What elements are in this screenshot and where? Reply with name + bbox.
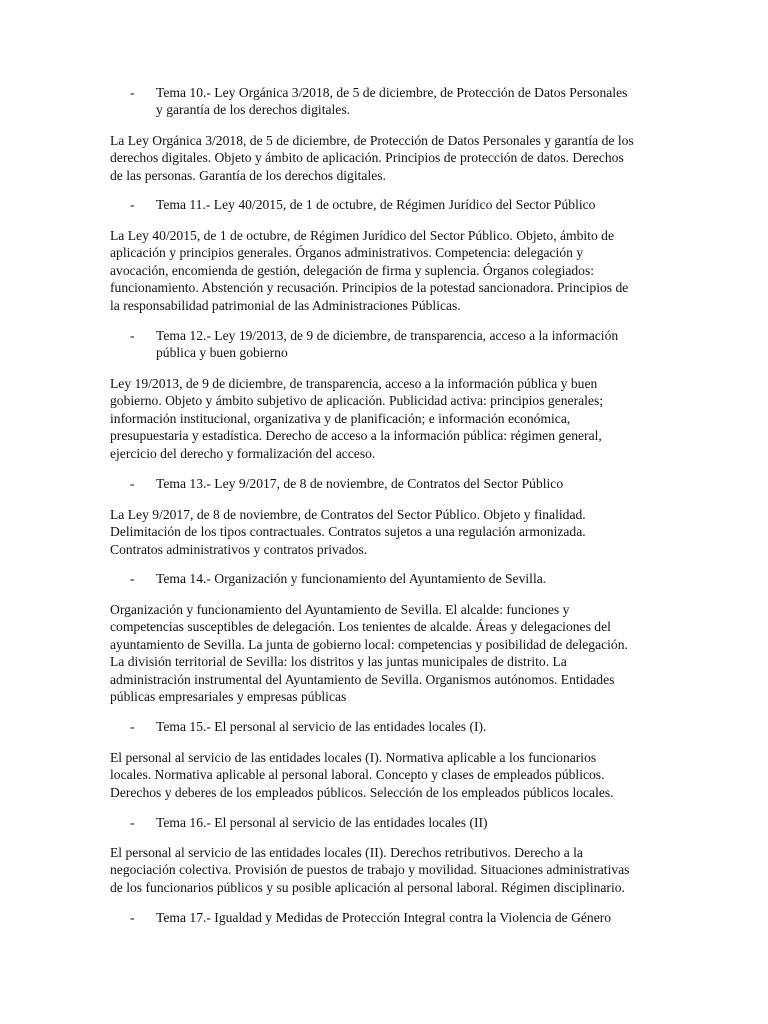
body-line: La Ley 9/2017, de 8 de noviembre, de Contratos del Sector Público. Objeto y finalidad. xyxy=(110,507,586,522)
body-line: La Ley 40/2015, de 1 de octubre, de Régimen Jurídico del Sector Público. Objeto, ámbito de xyxy=(110,228,614,243)
bullet-dash: - xyxy=(130,719,135,734)
body-line: El personal al servicio de las entidades locales (I). Normativa aplicable a los funcionarios xyxy=(110,750,597,765)
topic-body-15 xyxy=(110,749,662,801)
body-line: La división territorial de Sevilla: los distritos y las juntas municipales de distrito. La xyxy=(110,654,567,670)
topic-body-11 xyxy=(110,227,662,314)
body-line: competencias susceptibles de delegación. Los tenientes de alcalde. Áreas y delegaciones del xyxy=(110,619,611,635)
heading-line: Tema 16.- El personal al servicio de las entidades locales (II) xyxy=(156,815,488,830)
topic-title-14 xyxy=(156,570,650,587)
heading-line: pública y buen gobierno xyxy=(156,345,288,361)
body-line: La Ley Orgánica 3/2018, de 5 de diciembre, de Protección de Datos Personales y garantía de los xyxy=(110,133,634,148)
bullet-dash: - xyxy=(130,85,135,100)
bullet-dash: - xyxy=(130,815,135,830)
body-line: Ley 19/2013, de 9 de diciembre, de transparencia, acceso a la información pública y buen xyxy=(110,376,598,391)
topic-title-12 xyxy=(156,327,650,362)
topic-title-16 xyxy=(156,814,650,831)
heading-line: Tema 11.- Ley 40/2015, de 1 de octubre, de Régimen Jurídico del Sector Público xyxy=(156,197,596,212)
topic-heading-11 xyxy=(130,196,650,213)
topic-title-15 xyxy=(156,718,650,735)
topic-heading-14 xyxy=(130,570,650,587)
topic-body-14 xyxy=(110,601,662,705)
body-line: Delimitación de los tipos contractuales. Contratos sujetos a una regulación armonizada. xyxy=(110,524,586,540)
body-line: presupuestaria y estadística. Derecho de acceso a la información pública: régimen general, xyxy=(110,428,602,444)
body-line: Contratos administrativos y contratos privados. xyxy=(110,541,368,557)
body-line: ayuntamiento de Sevilla. La junta de gobierno local: competencias y posibilidad de delegación. xyxy=(110,636,628,652)
body-line: El personal al servicio de las entidades locales (II). Derechos retributivos. Derecho a la xyxy=(110,845,583,860)
bullet-dash: - xyxy=(130,476,135,491)
topic-body-16 xyxy=(110,844,662,896)
topic-heading-17 xyxy=(130,909,650,926)
body-line: negociación colectiva. Provisión de puestos de trabajo y movilidad. Situaciones administrativas xyxy=(110,862,630,878)
bullet-dash: - xyxy=(130,197,135,212)
bullet-dash: - xyxy=(130,571,135,586)
body-line: Derechos y deberes de los empleados públicos. Selección de los empleados públicos locales. xyxy=(110,784,614,800)
body-line: de los funcionarios públicos y su posible aplicación al personal laboral. Régimen disciplinario. xyxy=(110,879,625,895)
topic-heading-13 xyxy=(130,475,650,492)
heading-line: Tema 15.- El personal al servicio de las entidades locales (I). xyxy=(156,719,487,734)
bullet-dash: - xyxy=(130,328,135,343)
body-line: información institucional, organizativa y de planificación; e información económica, xyxy=(110,410,571,426)
topic-title-17 xyxy=(156,909,650,926)
heading-line: y garantía de los derechos digitales. xyxy=(156,102,351,118)
topic-body-12 xyxy=(110,375,662,462)
bullet-dash: - xyxy=(130,910,135,925)
heading-line: Tema 17.- Igualdad y Medidas de Protección Integral contra la Violencia de Género xyxy=(156,910,612,925)
topic-heading-15 xyxy=(130,718,650,735)
heading-line: Tema 10.- Ley Orgánica 3/2018, de 5 de diciembre, de Protección de Datos Personales xyxy=(156,85,628,100)
topic-title-10 xyxy=(156,84,650,119)
body-line: administración instrumental del Ayuntamiento de Sevilla. Organismos autónomos. Entidades xyxy=(110,671,615,687)
body-line: la responsabilidad patrimonial de las Administraciones Públicas. xyxy=(110,297,461,313)
body-line: derechos digitales. Objeto y ámbito de aplicación. Principios de protección de datos. Derechos xyxy=(110,150,624,166)
body-line: locales. Normativa aplicable al personal laboral. Concepto y clases de empleados públicos. xyxy=(110,767,605,783)
heading-line: Tema 13.- Ley 9/2017, de 8 de noviembre, de Contratos del Sector Público xyxy=(156,476,564,491)
topic-title-13 xyxy=(156,475,650,492)
heading-line: Tema 12.- Ley 19/2013, de 9 de diciembre, de transparencia, acceso a la información xyxy=(156,328,619,343)
body-line: Organización y funcionamiento del Ayuntamiento de Sevilla. El alcalde: funciones y xyxy=(110,602,570,617)
body-line: ejercicio del derecho y formalización del acceso. xyxy=(110,445,376,461)
topic-body-10 xyxy=(110,132,662,184)
body-line: de las personas. Garantía de los derechos digitales. xyxy=(110,167,386,183)
body-line: gobierno. Objeto y ámbito subjetivo de aplicación. Publicidad activa: principios generales; xyxy=(110,393,604,409)
topic-heading-12 xyxy=(130,327,650,362)
body-line: aplicación y principios generales. Órganos administrativos. Competencia: delegación y xyxy=(110,245,584,261)
topic-heading-10 xyxy=(130,84,650,119)
body-line: públicas empresariales y empresas públicas xyxy=(110,689,347,705)
topic-body-13 xyxy=(110,506,662,558)
topic-title-11 xyxy=(156,196,650,213)
body-line: funcionamiento. Abstención y recusación. Principios de la potestad sancionadora. Principios de xyxy=(110,280,629,296)
body-line: avocación, encomienda de gestión, delegación de firma y suplencia. Órganos colegiados: xyxy=(110,262,595,278)
heading-line: Tema 14.- Organización y funcionamiento del Ayuntamiento de Sevilla. xyxy=(156,571,547,586)
topic-heading-16 xyxy=(130,814,650,831)
